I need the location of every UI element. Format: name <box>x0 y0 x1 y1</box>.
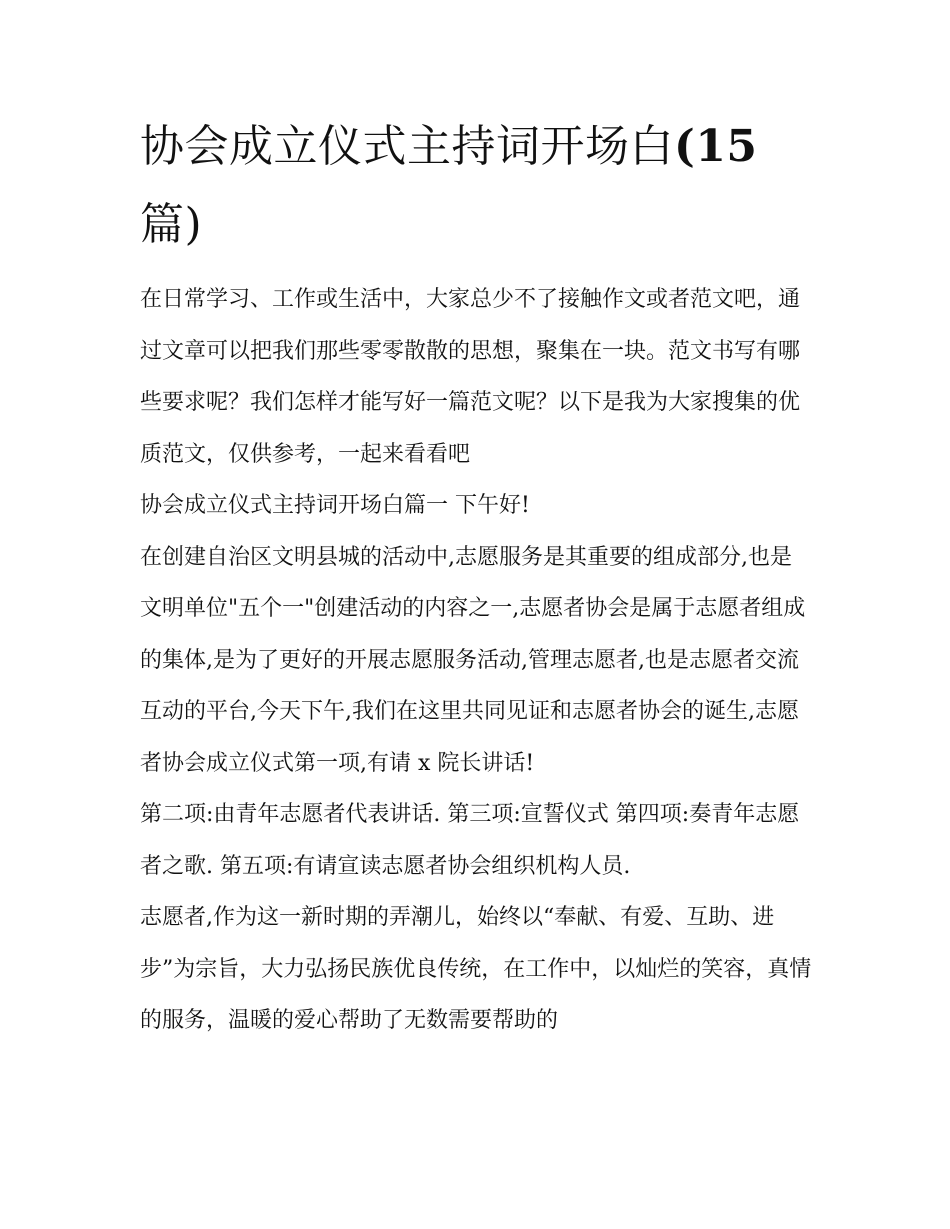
document-body <box>140 274 812 1047</box>
document-title <box>140 108 820 264</box>
closing-paragraph: 志愿者,作为这一新时期的弄潮儿，始终以“奉献、有爱、互助、进步”为宗旨，大力弘扬民族优良传统，在工作中，以灿烂的笑容，真情的服务，温暖的爱心帮助了无数需要帮助的 <box>140 905 812 1033</box>
title-suffix: 篇) <box>140 199 203 250</box>
title-text: 协会成立仪式主持词开场白 <box>140 121 674 172</box>
section-heading: 协会成立仪式主持词开场白篇一 下午好! <box>140 493 530 518</box>
intro-paragraph: 在日常学习、工作或生活中，大家总少不了接触作文或者范文吧，通过文章可以把我们那些零零散散的思想，聚集在一块。范文书写有哪些要求呢？我们怎样才能写好一篇范文呢？以下是我为大家搜集的优质范文，仅供参考，一起来看看吧 <box>140 287 801 467</box>
agenda-paragraph: 第二项:由青年志愿者代表讲话. 第三项:宣誓仪式 第四项:奏青年志愿者之歌. 第五项:有请宣读志愿者协会组织机构人员. <box>140 802 800 879</box>
body-paragraph: 在创建自治区文明县城的活动中,志愿服务是其重要的组成部分,也是文明单位"五个一"创建活动的内容之一,志愿者协会是属于志愿者组成的集体,是为了更好的开展志愿服务活动,管理志愿者,也是志愿者交流互动的平台,今天下午,我们在这里共同见证和志愿者协会的诞生,志愿者协会成立仪式第一项,有请 x 院长讲话! <box>140 544 806 776</box>
title-count: (15 <box>674 121 758 172</box>
